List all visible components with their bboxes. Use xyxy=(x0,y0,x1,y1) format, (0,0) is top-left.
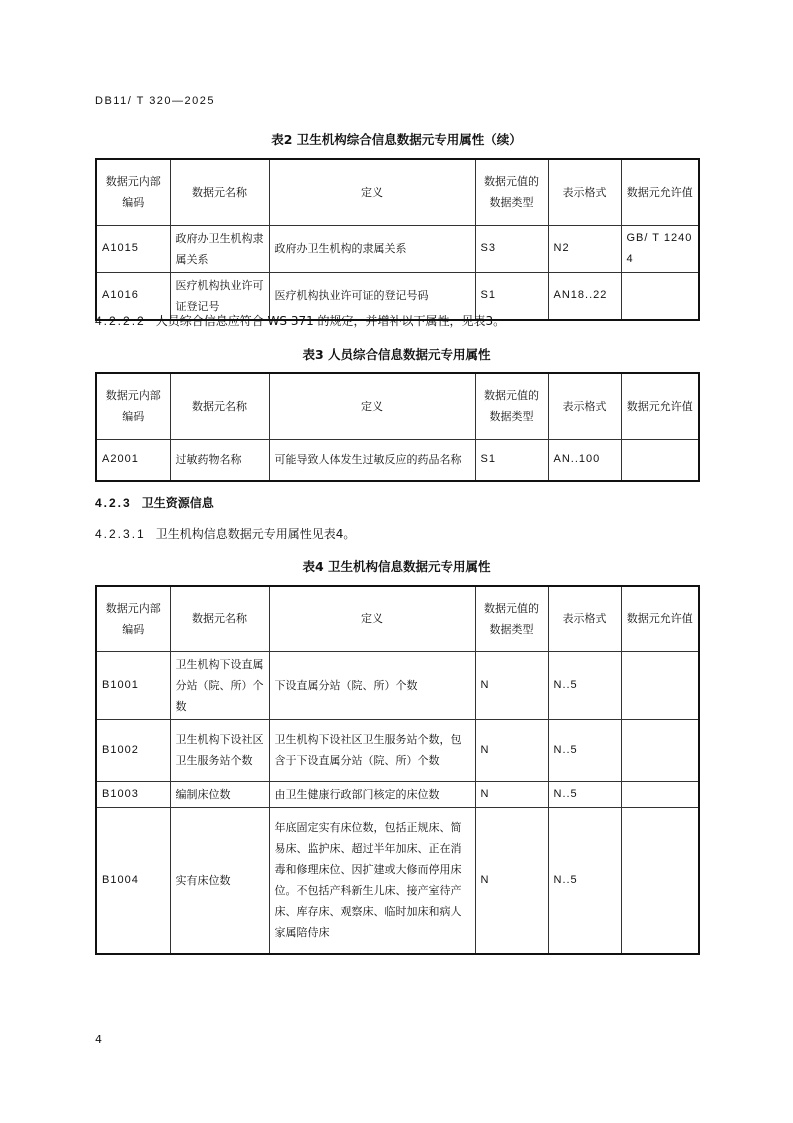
cell-definition: 由卫生健康行政部门核定的床位数 xyxy=(269,781,475,807)
column-header-definition: 定义 xyxy=(269,373,475,439)
document-code: DB11/ T 320—2025 xyxy=(95,95,216,107)
column-header-data-type: 数据元值的数据类型 xyxy=(475,373,548,439)
cell-name: 医疗机构执业许可证登记号 xyxy=(170,272,269,320)
column-header-format: 表示格式 xyxy=(548,586,621,651)
cell-name: 卫生机构下设社区卫生服务站个数 xyxy=(170,719,269,781)
column-header-allowed-values: 数据元允许值 xyxy=(621,586,699,651)
cell-allowed-values xyxy=(621,719,699,781)
section-number: 4.2.3 xyxy=(95,496,132,510)
cell-definition: 医疗机构执业许可证的登记号码 xyxy=(269,272,475,320)
cell-allowed-values xyxy=(621,781,699,807)
column-header-allowed-values: 数据元允许值 xyxy=(621,373,699,439)
cell-definition: 年底固定实有床位数，包括正规床、简易床、监护床、超过半年加床、正在消毒和修理床位、因扩建或大修而停用床位。不包括产科新生儿床、接产室待产床、库存床、观察床、临时加床和病人家属陪侍床 xyxy=(269,807,475,954)
column-header-name: 数据元名称 xyxy=(170,586,269,651)
table-row xyxy=(96,807,699,954)
cell-data-type: N xyxy=(475,781,548,807)
cell-data-type: N xyxy=(475,651,548,719)
column-header-name: 数据元名称 xyxy=(170,159,269,225)
cell-format: N..5 xyxy=(548,651,621,719)
column-header-data-type: 数据元值的数据类型 xyxy=(475,586,548,651)
cell-name: 过敏药物名称 xyxy=(170,439,269,481)
cell-name: 实有床位数 xyxy=(170,807,269,954)
table3 xyxy=(95,372,700,482)
clause-text: 人员综合信息应符合 WS 371 的规定，并增补以下属性，见表3。 xyxy=(155,314,506,328)
section-title: 卫生资源信息 xyxy=(141,496,214,510)
cell-code: A1015 xyxy=(96,225,170,272)
table4-caption: 表4 卫生机构信息数据元专用属性 xyxy=(302,559,491,574)
cell-allowed-values xyxy=(621,651,699,719)
cell-format: AN18..22 xyxy=(548,272,621,320)
cell-data-type: N xyxy=(475,807,548,954)
cell-code: B1004 xyxy=(96,807,170,954)
table-row xyxy=(96,719,699,781)
cell-code: A1016 xyxy=(96,272,170,320)
cell-code: A2001 xyxy=(96,439,170,481)
table-header-row xyxy=(96,373,699,439)
cell-data-type: S3 xyxy=(475,225,548,272)
cell-allowed-values: GB/ T 12404 xyxy=(621,225,699,272)
cell-name: 编制床位数 xyxy=(170,781,269,807)
clause-number: 4.2.3.1 xyxy=(95,527,146,541)
table-header-row xyxy=(96,586,699,651)
column-header-allowed-values: 数据元允许值 xyxy=(621,159,699,225)
cell-data-type: S1 xyxy=(475,439,548,481)
cell-data-type: S1 xyxy=(475,272,548,320)
column-header-code: 数据元内部编码 xyxy=(96,586,170,651)
table2 xyxy=(95,158,700,321)
column-header-format: 表示格式 xyxy=(548,159,621,225)
cell-code: B1002 xyxy=(96,719,170,781)
cell-format: N..5 xyxy=(548,807,621,954)
cell-allowed-values xyxy=(621,439,699,481)
cell-format: N2 xyxy=(548,225,621,272)
column-header-data-type: 数据元值的数据类型 xyxy=(475,159,548,225)
cell-data-type: N xyxy=(475,719,548,781)
clause-text: 卫生机构信息数据元专用属性见表4。 xyxy=(155,527,356,541)
cell-code: B1001 xyxy=(96,651,170,719)
paragraph-4-2-3-1 xyxy=(95,525,355,542)
cell-definition: 下设直属分站（院、所）个数 xyxy=(269,651,475,719)
table2-caption: 表2 卫生机构综合信息数据元专用属性（续） xyxy=(271,132,522,147)
table3-caption: 表3 人员综合信息数据元专用属性 xyxy=(302,347,491,362)
cell-definition: 政府办卫生机构的隶属关系 xyxy=(269,225,475,272)
cell-code: B1003 xyxy=(96,781,170,807)
column-header-name: 数据元名称 xyxy=(170,373,269,439)
cell-format: N..5 xyxy=(548,781,621,807)
cell-allowed-values xyxy=(621,272,699,320)
column-header-code: 数据元内部编码 xyxy=(96,159,170,225)
column-header-definition: 定义 xyxy=(269,586,475,651)
clause-number: 4.2.2.2 xyxy=(95,314,146,328)
column-header-definition: 定义 xyxy=(269,159,475,225)
table-row xyxy=(96,225,699,272)
cell-allowed-values xyxy=(621,807,699,954)
table4 xyxy=(95,585,700,955)
column-header-format: 表示格式 xyxy=(548,373,621,439)
cell-definition: 可能导致人体发生过敏反应的药品名称 xyxy=(269,439,475,481)
column-header-code: 数据元内部编码 xyxy=(96,373,170,439)
table-row xyxy=(96,781,699,807)
cell-format: N..5 xyxy=(548,719,621,781)
cell-name: 政府办卫生机构隶属关系 xyxy=(170,225,269,272)
cell-name: 卫生机构下设直属分站（院、所）个数 xyxy=(170,651,269,719)
cell-definition: 卫生机构下设社区卫生服务站个数，包含于下设直属分站（院、所）个数 xyxy=(269,719,475,781)
paragraph-4-2-2-2 xyxy=(95,312,505,329)
section-4-2-3 xyxy=(95,494,214,511)
cell-format: AN..100 xyxy=(548,439,621,481)
table-header-row xyxy=(96,159,699,225)
table-row xyxy=(96,651,699,719)
page-number: 4 xyxy=(95,1033,102,1046)
table-row xyxy=(96,439,699,481)
